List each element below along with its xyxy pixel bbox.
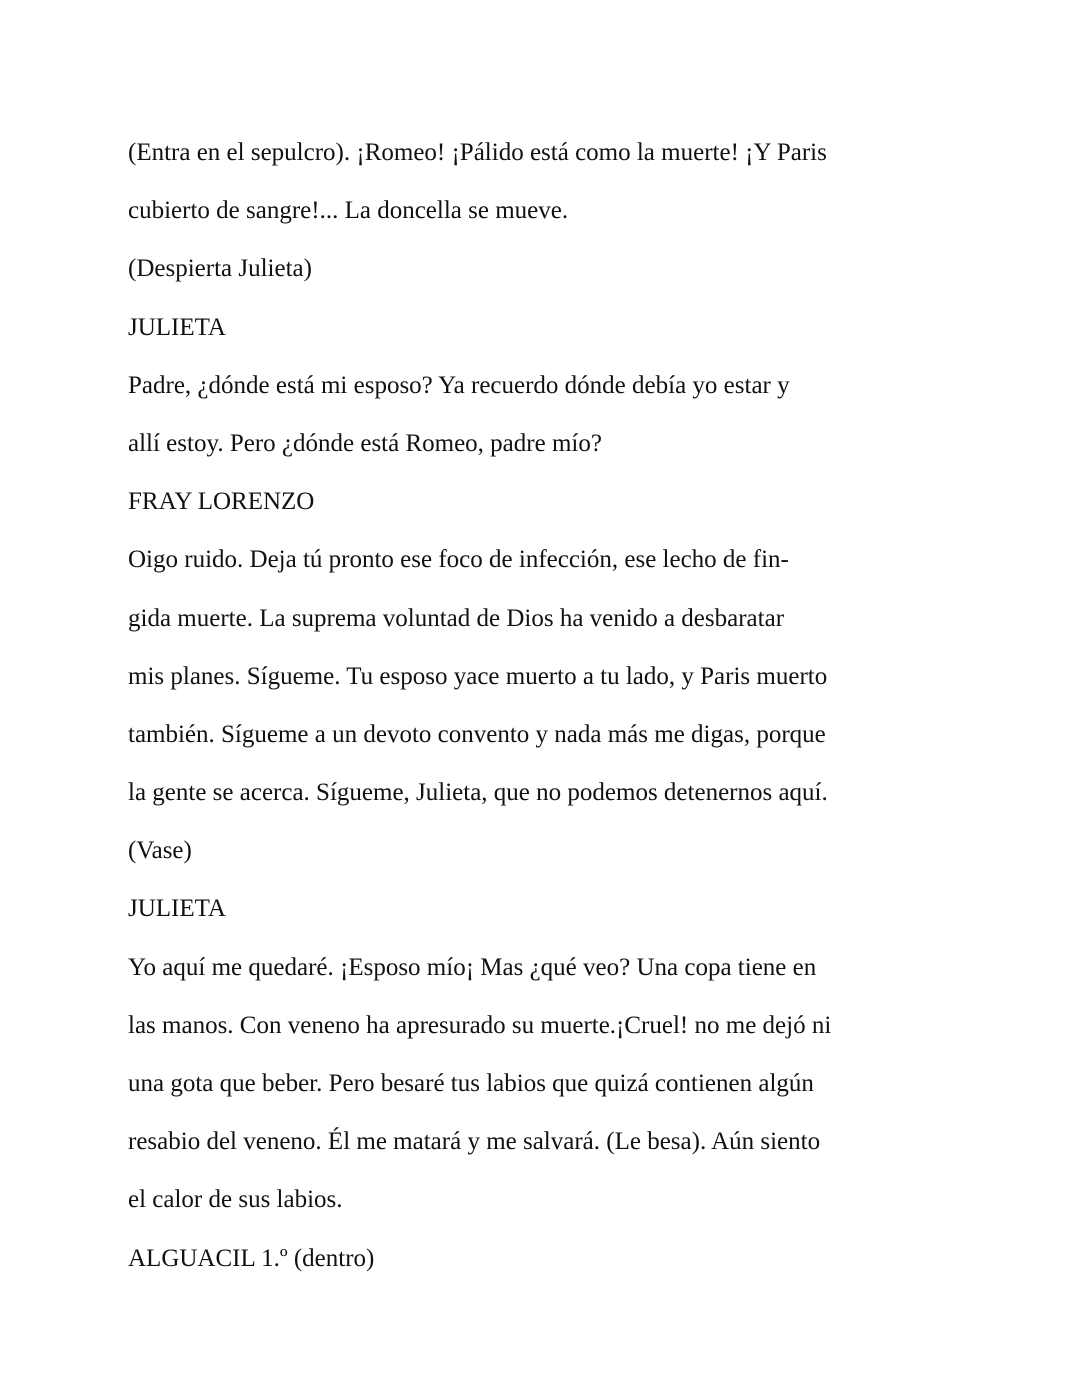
dialogue-line: Padre, ¿dónde está mi esposo? Ya recuerdo dónde debía yo estar y bbox=[128, 371, 790, 399]
dialogue-line: allí estoy. Pero ¿dónde está Romeo, padre mío? bbox=[128, 429, 602, 457]
dialogue-line: el calor de sus labios. bbox=[128, 1186, 343, 1214]
speaker-julieta: JULIETA bbox=[128, 313, 226, 341]
stage-direction-vase: (Vase) bbox=[128, 837, 192, 865]
dialogue-line: las manos. Con veneno ha apresurado su muerte.¡Cruel! no me dejó ni bbox=[128, 1011, 832, 1039]
stage-direction-enters-tomb: (Entra en el sepulcro). ¡Romeo! ¡Pálido está como la muerte! ¡Y Paris bbox=[128, 139, 827, 166]
play-text bbox=[128, 124, 928, 1288]
dialogue-line: resabio del veneno. Él me matará y me salvará. (Le besa). Aún siento bbox=[128, 1128, 821, 1156]
speaker-julieta: JULIETA bbox=[128, 895, 226, 923]
speaker-fray-lorenzo: FRAY LORENZO bbox=[128, 488, 315, 516]
stage-direction-julieta-wakes: (Despierta Julieta) bbox=[128, 255, 312, 283]
dialogue-line: Yo aquí me quedaré. ¡Esposo mío¡ Mas ¿qué veo? Una copa tiene en bbox=[128, 953, 817, 981]
dialogue-line: mis planes. Sígueme. Tu esposo yace muerto a tu lado, y Paris muerto bbox=[128, 662, 828, 690]
speaker-alguacil: ALGUACIL 1.º (dentro) bbox=[128, 1244, 375, 1272]
dialogue-line: una gota que beber. Pero besaré tus labios que quizá contienen algún bbox=[128, 1070, 814, 1097]
dialogue-line: la gente se acerca. Sígueme, Julieta, que no podemos detenernos aquí. bbox=[128, 779, 828, 807]
text-line: cubierto de sangre!... La doncella se mueve. bbox=[128, 197, 569, 225]
dialogue-line: gida muerte. La suprema voluntad de Dios ha venido a desbaratar bbox=[128, 604, 785, 632]
dialogue-line: también. Sígueme a un devoto convento y nada más me digas, porque bbox=[128, 720, 826, 748]
dialogue-line: Oigo ruido. Deja tú pronto ese foco de infección, ese lecho de fin- bbox=[128, 546, 789, 574]
